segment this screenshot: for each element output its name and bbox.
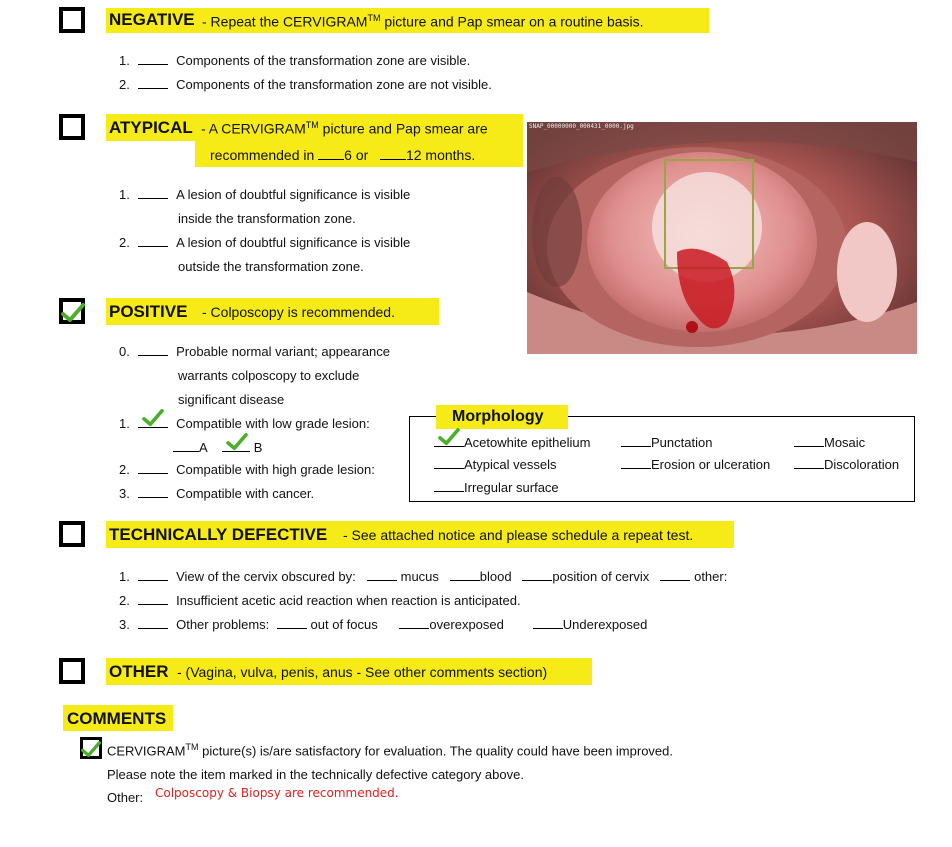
blank-a[interactable] [173,440,199,452]
photo-caption: SNAP_00000000_000431_0000.jpg [529,123,634,130]
atypical-item-1-line2: inside the transformation zone. [178,211,356,226]
blank[interactable] [399,617,429,629]
blank[interactable] [660,569,690,581]
other-header: OTHER - (Vagina, vulva, penis, anus - See other comments section) [106,658,592,685]
morphology-title: Morphology [436,405,568,429]
blank[interactable] [138,462,168,474]
positive-item-3: 3. Compatible with cancer. [119,486,315,501]
comments-line2: Please note the item marked in the technically defective category above. [107,767,524,782]
morph-atypical-vessels: Atypical vessels [434,457,556,473]
comments-title: COMMENTS [67,709,167,728]
negative-title: NEGATIVE [109,10,195,29]
blank[interactable] [138,187,168,199]
positive-item-0-line2: warrants colposcopy to exclude [178,368,360,383]
blank[interactable] [138,617,168,629]
comments-other-value: Colposcopy & Biopsy are recommended. [155,786,399,800]
cervigram-photo [527,122,917,354]
positive-title: POSITIVE [109,302,188,321]
negative-header: NEGATIVE - Repeat the CERVIGRAM™ picture and Pap smear on a routine basis. [106,8,709,33]
blank[interactable] [794,435,824,447]
blank-b-checked[interactable] [222,440,250,452]
blank[interactable] [522,569,552,581]
check-icon [61,303,85,323]
positive-checkbox[interactable] [59,298,85,324]
atypical-header-line2: recommended in 6 or 12 months. [195,141,523,167]
blank[interactable] [450,569,480,581]
morph-discoloration: Discoloration [794,457,899,473]
morph-erosion: Erosion or ulceration [621,457,770,473]
technical-title: TECHNICALLY DEFECTIVE [109,525,328,544]
blank-checked[interactable] [138,416,168,428]
comments-line1: CERVIGRAM™ picture(s) is/are satisfactory for evaluation. The quality could have been improved. [107,742,673,759]
atypical-header: ATYPICAL - A CERVIGRAM™ picture and Pap smear are [106,114,523,141]
positive-item-1: 1. Compatible with low grade lesion: [119,416,370,432]
check-icon [142,409,164,427]
other-title: OTHER [109,662,169,681]
blank-checked[interactable] [434,435,464,447]
blank[interactable] [794,457,824,469]
atypical-item-1: 1. A lesion of doubtful significance is visible [119,187,411,202]
positive-item-0-line3: significant disease [178,392,285,407]
atypical-checkbox[interactable] [59,114,85,140]
technical-item-3: 3. Other problems: out of focus overexposed Underexposed [119,617,648,632]
check-icon [226,433,248,451]
morph-punctation: Punctation [621,435,712,451]
positive-item-0: 0. Probable normal variant; appearance [119,344,391,359]
negative-item-1: 1. Components of the transformation zone are visible. [119,53,471,68]
blank[interactable] [138,486,168,498]
positive-item-2: 2. Compatible with high grade lesion: [119,462,375,477]
comments-header [63,705,173,731]
other-checkbox[interactable] [59,658,85,684]
blank[interactable] [367,569,397,581]
positive-header: POSITIVE - Colposcopy is recommended. [106,298,439,325]
blank[interactable] [533,617,563,629]
technical-checkbox[interactable] [59,521,85,547]
satisfactory-checkbox[interactable] [80,737,102,759]
atypical-title: ATYPICAL [109,118,193,137]
blank[interactable] [621,435,651,447]
negative-checkbox[interactable] [59,7,85,33]
morph-mosaic: Mosaic [794,435,865,451]
comments-other-label: Other: [107,790,144,805]
blank[interactable] [138,53,168,65]
technical-item-1: 1. View of the cervix obscured by: mucus blood position of cervix other: [119,569,728,584]
blank[interactable] [138,344,168,356]
blank[interactable] [138,593,168,605]
negative-item-2: 2. Components of the transformation zone are not visible. [119,77,492,92]
blank[interactable] [621,457,651,469]
check-icon [438,428,460,446]
blank[interactable] [434,480,464,492]
technical-item-2: 2. Insufficient acetic acid reaction when reaction is anticipated. [119,593,521,608]
morph-irregular-surface: Irregular surface [434,480,559,496]
blank-6-months[interactable] [318,148,344,160]
technical-header: TECHNICALLY DEFECTIVE - See attached notice and please schedule a repeat test. [106,521,734,548]
atypical-item-2-line2: outside the transformation zone. [178,259,364,274]
blank[interactable] [138,569,168,581]
blank[interactable] [138,235,168,247]
blank[interactable] [138,77,168,89]
atypical-item-2: 2. A lesion of doubtful significance is visible [119,235,411,250]
blank-12-months[interactable] [380,148,406,160]
check-icon [81,741,101,758]
blank[interactable] [277,617,307,629]
blank[interactable] [434,457,464,469]
morph-acetowhite: Acetowhite epithelium [434,435,590,451]
positive-sub-options: A B [173,440,262,456]
